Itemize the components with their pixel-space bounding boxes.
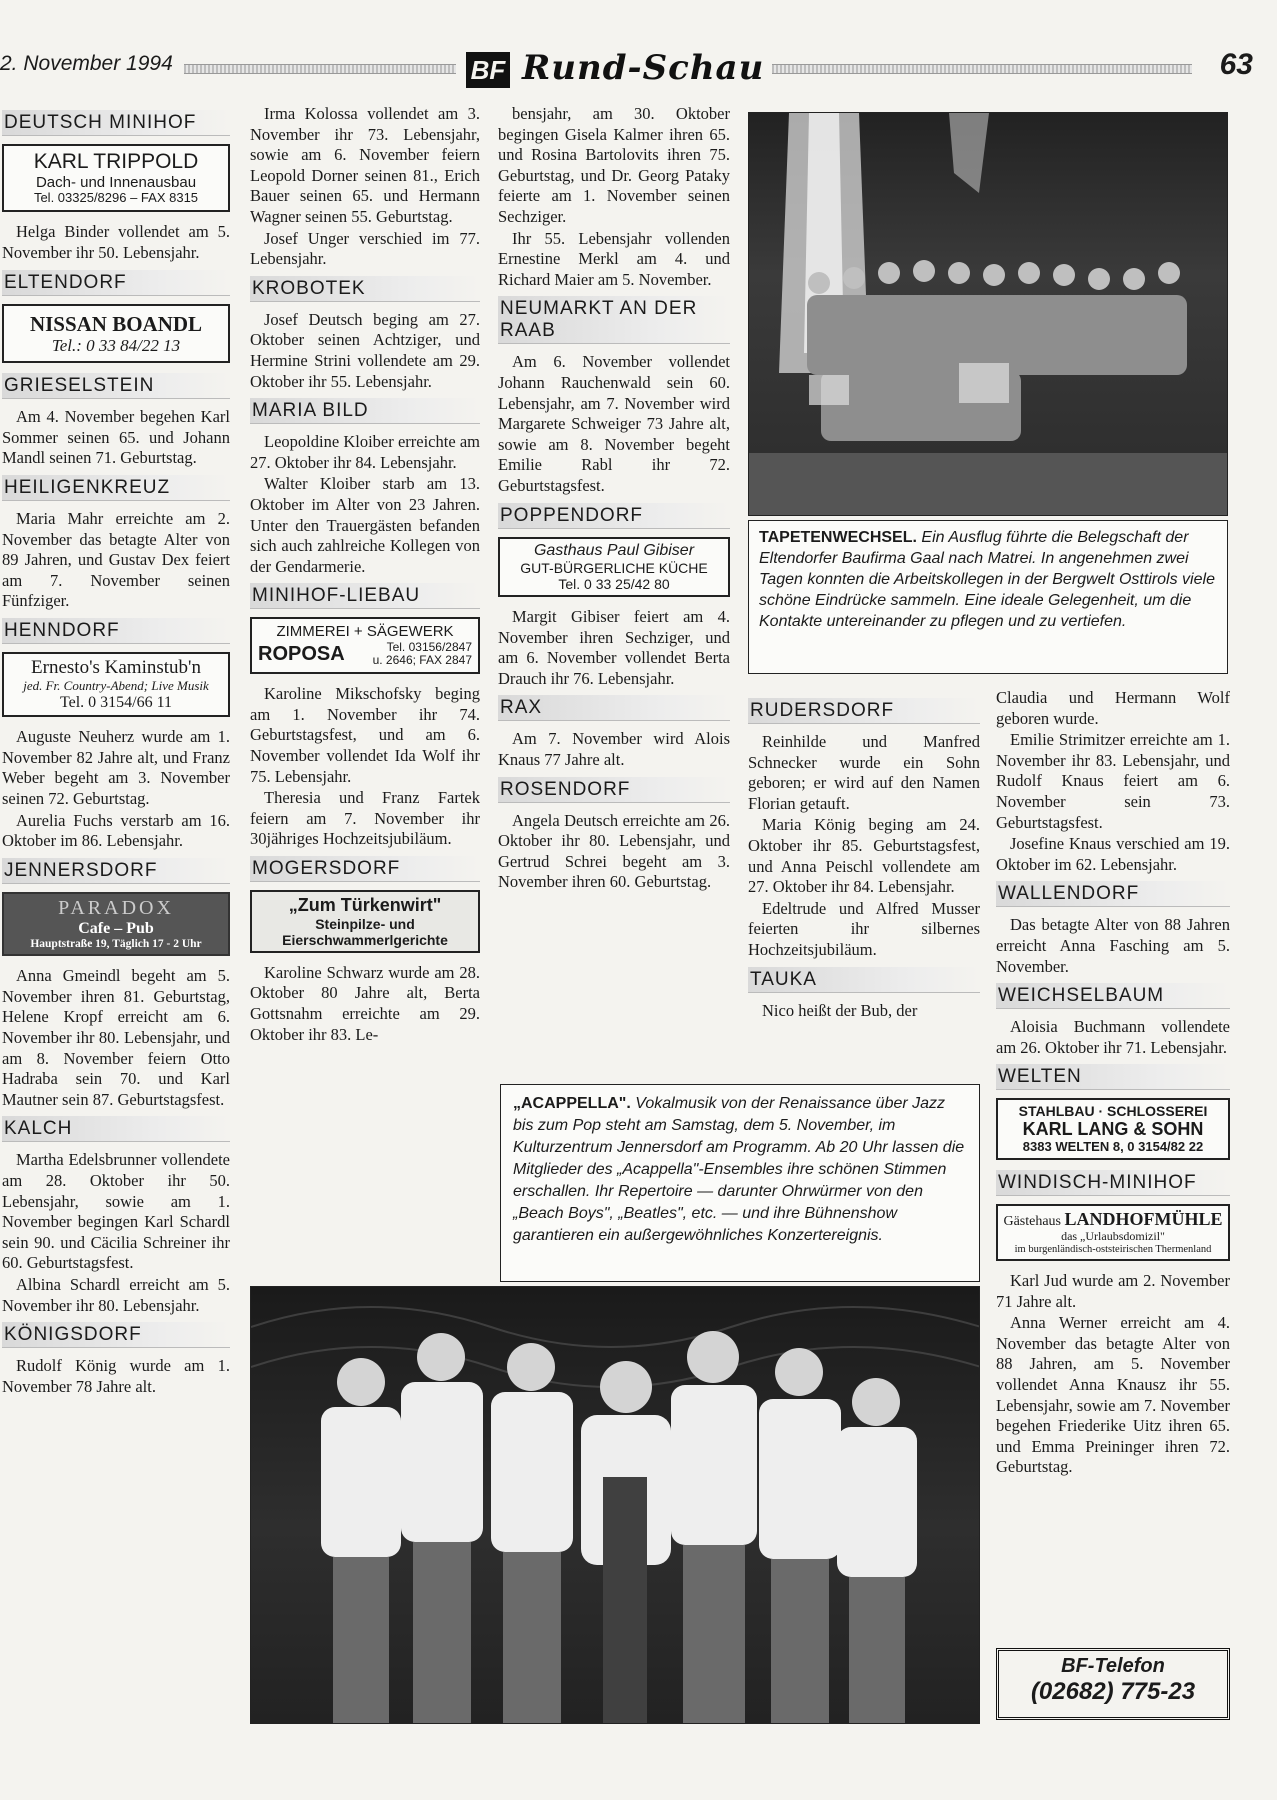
caption-text: Ein Ausflug führte die Belegschaft der Eltendorfer Baufirma Gaal nach Matrei. In angenehmen zwei Tagen konnten die Arbeitskollegen in der Bergwelt Osttirols viele schöne Eindrücke sammeln. Eine ideale Gelegenheit, um die Kontakte untereinander zu pflegen und zu vertiefen. [759,529,1215,630]
anniversary-notice: Theresia und Franz Fartek feiern am 7. November ihr 30jähriges Hochzeitsjubiläum. [250,788,480,849]
birthday-notice: Rudolf König wurde am 1. November 78 Jahre alt. [2,1356,230,1396]
section-heading: TAUKA [748,967,980,993]
birthday-notice: Leopoldine Kloiber erreichte am 27. Oktober ihr 84. Lebensjahr. [250,432,480,472]
page-number: 63 [1219,48,1253,81]
section-heading: RAX [498,695,730,721]
acappella-ensemble-photo [250,1286,980,1724]
acappella-text: Vokalmusik von der Renaissance über Jazz bis zum Pop steht am Samstag, dem 5. November, im Kulturzentrum Jennersdorf am Programm. Ab 20 Uhr lassen die Mitglieder des „Acappella"-Ensembles ihre schönen Stimmen erschallen. Ihr Repertoire — darunter Ohrwürmer von den „Beach Boys", „Beatles", etc. — und ihre Bühnenshow garantieren ein außergewöhnliches Konzertereignis. [513,1095,965,1244]
birthday-notice: Maria König beging am 24. Oktober ihr 85. Geburtstagsfest, und Anna Peischl vollendete am 27. Oktober ihr 84. Lebensjahr. [748,815,980,897]
birth-notice: Nico heißt der Bub, der [762,1000,918,1020]
section-heading: HENNDORF [2,618,230,644]
anniversary-notice: Edeltrude und Alfred Musser feierten ihr silbernes Hochzeitsjubiläum. [748,898,980,959]
section-heading: WEICHSELBAUM [996,983,1230,1009]
roposa-logo: ROPOSA [258,642,345,665]
birthday-notice: Margit Gibiser feiert am 4. November ihren Sechziger, und am 6. November vollendet Berta Drauch ihr 76. Lebensjahr. [498,607,730,688]
section-heading: MINIHOF-LIEBAU [250,583,480,609]
ensemble-photo-illustration [251,1287,980,1724]
birthday-notice: Anna Werner erreicht am 4. November das betagte Alter von 88 Jahren, am 5. November vollendet Anna Knausz ihr 55. Lebensjahr, sowie am 7. November begehen Friederike Uitz ihren 65. und Emma Preininger ihren 72. Geburtstag. [996,1313,1230,1477]
section-heading: ELTENDORF [2,270,230,296]
masthead [0,48,1277,94]
column-5 [996,688,1230,1479]
section-heading: KROBOTEK [250,276,480,302]
ad-karl-trippold: KARL TRIPPOLD Dach- und Innenausbau Tel. 03325/8296 – FAX 8315 [2,144,230,212]
column-2 [250,104,480,1046]
ad-roposa: ZIMMEREI + SÄGEWERK ROPOSA Tel. 03156/2847 u. 2646; FAX 2847 [250,617,480,674]
birthday-notice: Karl Jud wurde am 2. November 71 Jahre alt. [996,1270,1230,1311]
birthday-notice: Martha Edelsbrunner vollendete am 28. Oktober ihr 50. Lebensjahr, sowie am 1. November begingen Karl Schardl sein 90. und Cäcilia Schreiner ihr 60. Geburtstagsfest. [2,1150,230,1273]
obituary-notice: Josef Unger verschied im 77. Lebensjahr. [250,228,480,269]
issue-date: 2. November 1994 [0,52,173,75]
section-heading: RUDERSDORF [748,698,980,724]
section-heading: MOGERSDORF [250,856,480,882]
birthday-notice: Karoline Mikschofsky beging am 1. November ihr 74. Geburtstagsfest, und am 6. November vollendet Ida Wolf ihr 75. Lebensjahr. [250,684,480,786]
acappella-title: „ACAPPELLA". [513,1095,631,1112]
bf-telefon-number: (02682) 775-23 [1030,1678,1196,1705]
birthday-notice: Am 7. November wird Alois Knaus 77 Jahre alt. [498,729,730,770]
section-heading: WINDISCH-MINIHOF [996,1170,1230,1196]
birthday-notice: Ihr 55. Lebensjahr vollenden Ernestine Merkl am 4. und Richard Maier am 5. November. [498,228,730,289]
section-heading: WALLENDORF [996,881,1230,907]
section-heading: ROSENDORF [498,777,730,803]
ad-zum-tuerkenwirt: „Zum Türkenwirt" Steinpilze- und Eierschwammerlgerichte [250,890,480,953]
birthday-notice: Karoline Schwarz wurde am 28. Oktober 80 Jahre alt, Berta Gottsnahm erreichte am 29. Oktober ihr 83. Le- [250,962,480,1044]
obituary-notice: Aurelia Fuchs verstarb am 16. Oktober im 86. Lebensjahr. [2,810,230,851]
section-heading: POPPENDORF [498,503,730,529]
birthday-notice: Am 6. November vollendet Johann Rauchenwald sein 60. Lebensjahr, am 7. November wird Margarete Schweiger 73 Jahre alt, sowie am 8. November begeht Emilie Rabl ihr 72. Geburtstagsfest. [498,352,730,495]
caption-title: TAPETENWECHSEL. [759,529,917,546]
birthday-notice: Aloisia Buchmann vollendete am 26. Oktober ihr 71. Lebensjahr. [996,1017,1230,1057]
obituary-notice: Walter Kloiber starb am 13. Oktober im Alter von 23 Jahren. Unter den Trauergästen befanden sich auch zahlreiche Kollegen von der Gendarmerie. [250,474,480,576]
newspaper-logo [466,48,766,92]
column-3 [498,104,730,894]
section-heading: WELTEN [996,1064,1230,1090]
birthday-notice: bensjahr, am 30. Oktober begingen Gisela Kalmer ihren 65. und Rosina Bartolovits ihren 75. Geburtstag, und Dr. Georg Pataky feierte am 1. November seinen Sechziger. [498,104,730,226]
obituary-notice: Josefine Knaus verschied am 19. Oktober im 62. Lebensjahr. [996,834,1230,874]
column-1 [2,104,230,1398]
section-heading: HEILIGENKREUZ [2,475,230,501]
birthday-notice: Angela Deutsch erreichte am 26. Oktober ihr 80. Lebensjahr, und Gertrud Schrei begeht am 3. November ihren 60. Geburtstag. [498,810,730,892]
masthead-rule-right [772,64,1192,74]
birthday-notice: Das betagte Alter von 88 Jahren erreicht Anna Fasching am 5. November. [996,915,1230,976]
birthday-notice: Auguste Neuherz wurde am 1. November 82 Jahre alt, und Franz Weber begeht am 3. November seinen 72. Geburtstag. [2,727,230,808]
ad-kaminstubn: Ernesto's Kaminstub'n jed. Fr. Country-Abend; Live Musik Tel. 0 3154/66 11 [2,652,230,717]
ad-landhofmuehle: Gästehaus LANDHOFMÜHLE das „Urlaubsdomizil" im burgenländisch-oststeirischen Thermenland [996,1204,1230,1261]
birthday-notice: Anna Gmeindl begeht am 5. November ihren 81. Geburtstag, Helene Kropf erreicht am 6. November ihr 80. Lebensjahr, und am 8. November feiern Otto Hadraba sein 70. und Karl Mautner sein 87. Geburtstagsfest. [2,966,230,1109]
ad-karl-lang-sohn: STAHLBAU · SCHLOSSEREI KARL LANG & SOHN 8383 WELTEN 8, 0 3154/82 22 [996,1098,1230,1160]
birth-notice: Claudia und Hermann Wolf geboren wurde. [996,688,1230,728]
section-heading: MARIA BILD [250,398,480,424]
ad-nissan-boandl: NISSAN BOANDL Tel.: 0 33 84/22 13 [2,304,230,364]
bf-logo-mark: BF [466,52,510,88]
birthday-notice: Helga Binder vollendet am 5. November ihr 50. Lebensjahr. [2,222,230,262]
birth-notice: Reinhilde und Manfred Schnecker wurde ein Sohn geboren; er wird auf den Namen Florian getauft. [748,732,980,813]
section-heading: KALCH [2,1116,230,1142]
section-heading: DEUTSCH MINIHOF [2,110,230,136]
photo-caption-tapetenwechsel [748,520,1228,674]
column-4 [748,692,980,1022]
birthday-notice: Emilie Strimitzer erreichte am 1. November ihr 83. Lebensjahr, und Rudolf Knaus feiert am 6. November sein 73. Geburtstagsfest. [996,730,1230,832]
bf-telefon-label: BF-Telefon [1061,1655,1165,1677]
section-heading: NEUMARKT AN DER RAAB [498,296,730,344]
logo-title: Rund-Schau [522,48,765,88]
masthead-rule-left [184,64,456,74]
birthday-notice: Maria Mahr erreichte am 2. November das betagte Alter von 89 Jahren, und Gustav Dex feiert am 7. November seinen Fünfziger. [2,508,230,611]
section-heading: GRIESELSTEIN [2,373,230,399]
ad-paradox-cafe-pub: PARADOX Cafe – Pub Hauptstraße 19, Täglich 17 - 2 Uhr [2,892,230,957]
acappella-announcement [500,1084,980,1282]
group-outing-photo [748,112,1228,516]
section-heading: JENNERSDORF [2,858,230,884]
birthday-notice: Am 4. November begehen Karl Sommer seinen 65. und Johann Mandl seinen 71. Geburtstag. [2,407,230,468]
birthday-notice: Josef Deutsch beging am 27. Oktober seinen Achtziger, und Hermine Strini vollendete am 29. Oktober ihr 55. Lebensjahr. [250,309,480,391]
bf-telefon-box [996,1648,1230,1720]
section-heading: KÖNIGSDORF [2,1322,230,1348]
birthday-notice: Albina Schardl erreicht am 5. November ihr 80. Lebensjahr. [2,1275,230,1315]
group-photo-illustration [749,113,1228,516]
birthday-notice: Irma Kolossa vollendet am 3. November ihr 73. Lebensjahr, sowie am 6. November feiern Leopold Dorner seinen 81., Erich Bauer seinen 65. und Hermann Wagner seinen 55. Geburtstag. [250,104,480,226]
ad-gasthaus-gibiser: Gasthaus Paul Gibiser GUT-BÜRGERLICHE KÜCHE Tel. 0 33 25/42 80 [498,537,730,598]
